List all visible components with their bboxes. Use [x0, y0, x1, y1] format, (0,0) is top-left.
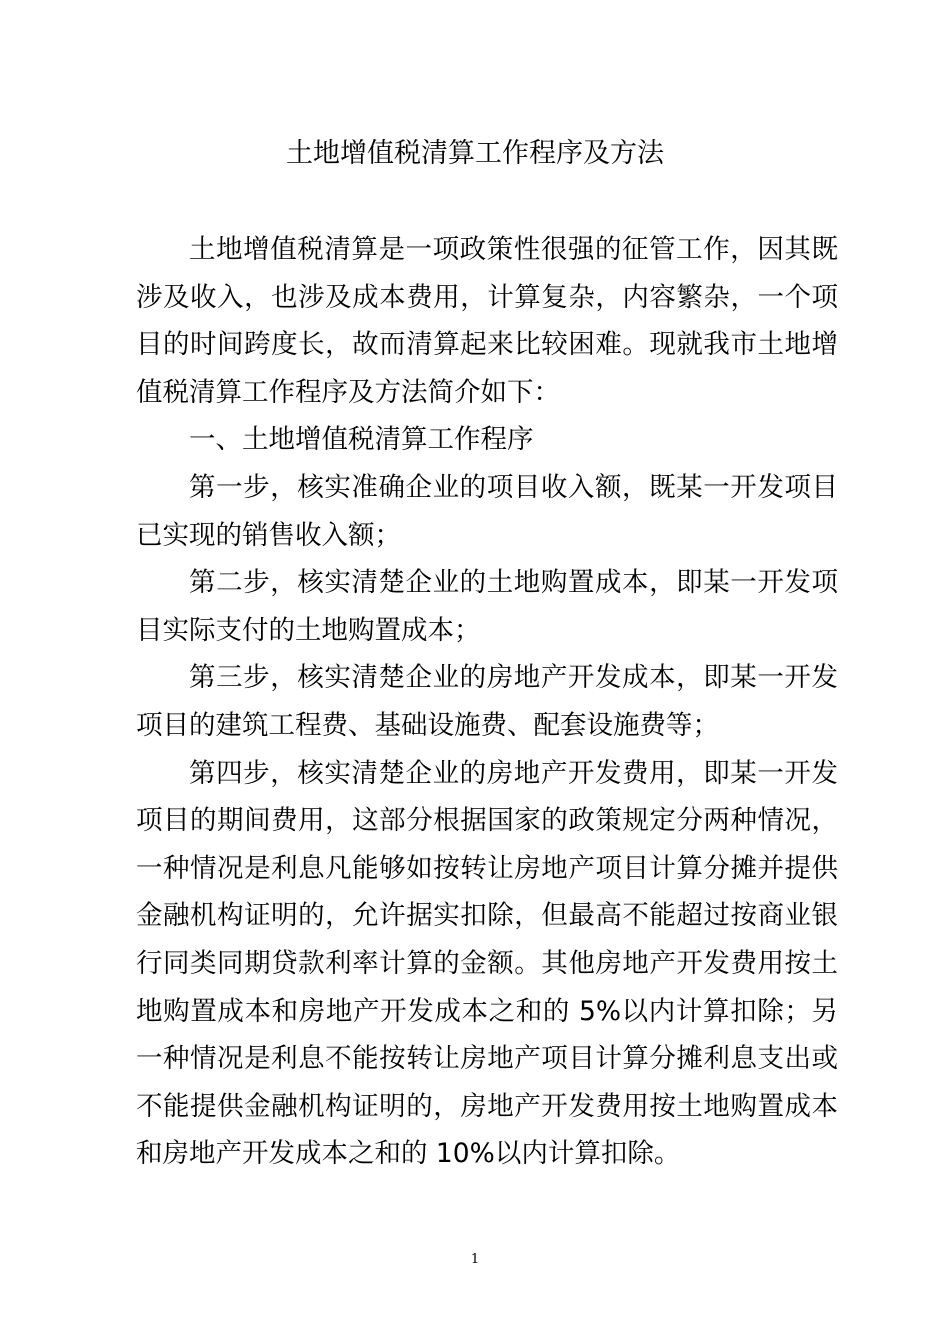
paragraph-intro: 土地增值税清算是一项政策性很强的征管工作，因其既涉及收入，也涉及成本费用，计算复杂，内容繁杂，一个项目的时间跨度长，故而清算起来比较困难。现就我市土地增值税清算工作程序及方法简介如下： — [136, 234, 838, 408]
paragraph-step-3: 第三步，核实清楚企业的房地产开发成本，即某一开发项目的建筑工程费、基础设施费、配套设施费等； — [136, 662, 838, 741]
paragraph-step-1: 第一步，核实准确企业的项目收入额，既某一开发项目已实现的销售收入额； — [136, 471, 838, 551]
document-title: 土地增值税清算工作程序及方法 — [286, 138, 664, 169]
page-number: 1 — [470, 1252, 480, 1267]
paragraph-step-4: 第四步，核实清楚企业的房地产开发费用，即某一开发项目的期间费用，这部分根据国家的政策规定分两种情况，一种情况是利息凡能够如按转让房地产项目计算分摊并提供金融机构证明的，允许据实扣除，但最高不能超过按商业银行同类同期贷款利率计算的金额。其他房地产开发费用按土地购置成本和房地产开发成本之和的 5%以内计算扣除；另一种情况是利息不能按转让房地产项目计算分摊利息支出或不能提供金融机构证明的，房地产开发费用按土地购置成本和房地产开发成本之和的 10%以内计算扣除。 — [136, 757, 838, 1170]
paragraph-step-2: 第二步，核实清楚企业的土地购置成本，即某一开发项目实际支付的土地购置成本； — [136, 567, 838, 646]
document-body — [136, 226, 838, 1178]
section-heading-1: 一、土地增值税清算工作程序 — [189, 424, 534, 456]
